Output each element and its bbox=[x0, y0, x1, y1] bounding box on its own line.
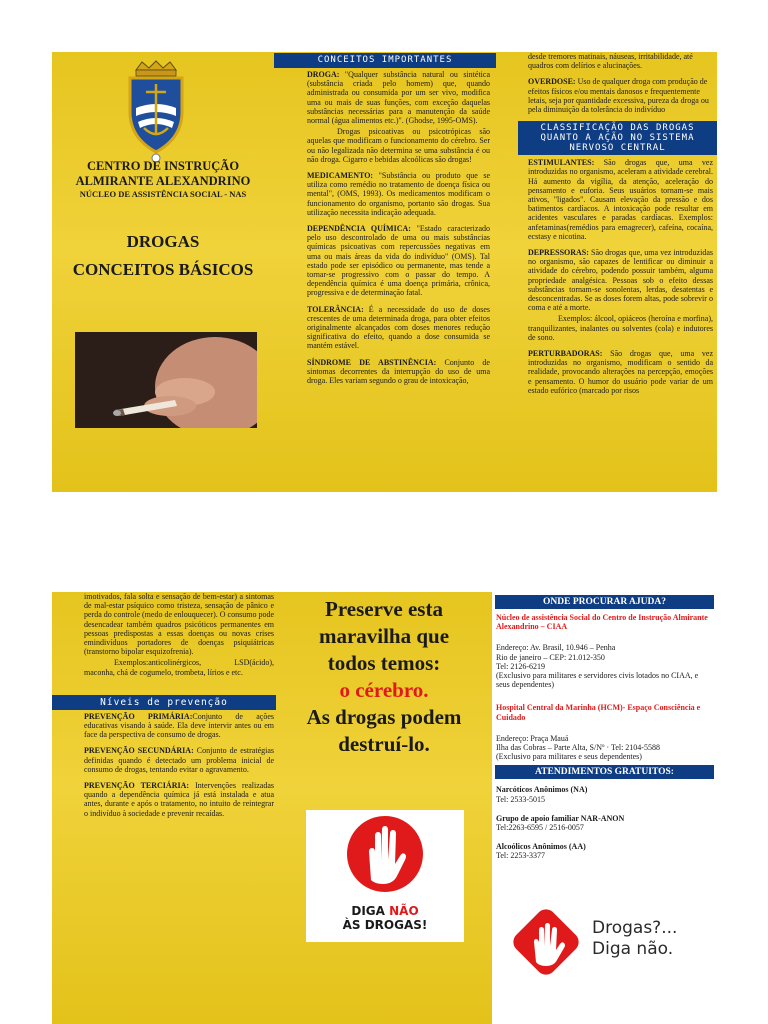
slogan bbox=[276, 596, 492, 758]
paragraph-primaria bbox=[84, 712, 274, 740]
term-sindrome: SÍNDROME DE ABSTINÊNCIA: bbox=[307, 357, 437, 367]
slogan-line-2: maravilha que bbox=[318, 624, 450, 648]
text-tolerancia: É a necessidade do uso de doses crescentes de uma determinada droga, para obter efeitos originalmente alcançados com doses menores redução significativa do efeito, quando a dose consumida se mantém estável. bbox=[307, 304, 490, 351]
ciaa-phone: Tel: 2126-6219 bbox=[496, 661, 545, 671]
text-terciaria: Intervenções realizadas quando a dependência química já está instalada e atua antes, durante e após o tratamento, no intuito de reintegrar o indivíduo à sociedade e prevenir recaídas. bbox=[84, 781, 274, 818]
org-subtitle: NÚCLEO DE ASSISTÊNCIA SOCIAL - NAS bbox=[79, 189, 247, 199]
diga-nao-line-1 bbox=[306, 904, 464, 918]
text-medicamento: "Substância ou produto que se utiliza como remédio no tratamento de doença física ou mental", (OMS, 1993). Os medicamentos modificam o funcionamento do organismo, portanto são drogas. Sua utilização necessita indicação adequada. bbox=[307, 171, 490, 217]
na-phone: Tel: 2533-5015 bbox=[496, 794, 545, 804]
slogan-line-6: destruí-lo. bbox=[338, 732, 430, 756]
paragraph-perturbadoras bbox=[528, 349, 713, 395]
paragraph-sindrome bbox=[307, 358, 490, 386]
concepts-body bbox=[274, 70, 496, 385]
term-perturbadoras: PERTURBADORAS: bbox=[528, 349, 603, 359]
text-sindrome: Conjunto de sintomas decorrentes da interrupção do uso de uma droga. Eles variam segundo o grau de intoxicação, bbox=[307, 357, 490, 386]
prevention-top bbox=[52, 592, 276, 677]
drogas-diga-nao-text bbox=[592, 918, 677, 960]
ciaa-name: Núcleo de assistência Social do Centro de Instrução Almirante Alexandrino – CIAA bbox=[496, 613, 708, 632]
classificacao-line-3: NERVOSO CENTRAL bbox=[569, 143, 666, 154]
term-medicamento: MEDICAMENTO: bbox=[307, 171, 374, 181]
paragraph-psicoativas: Drogas psicoativas ou psicotrópicas são aquelas que modificam o funcionamento do cérebro. Ser ou não legalizada não determina se uma substância é ou não droga. Cigarro e bebidas alcoólicas são drogas! bbox=[307, 127, 490, 164]
stop-hand-sign-icon bbox=[506, 902, 586, 982]
slogan-line-3: todos temos: bbox=[327, 651, 441, 675]
paragraph-droga bbox=[307, 70, 490, 125]
section-header-classificacao bbox=[518, 121, 717, 155]
ciaa-address-1: Endereço: Av. Brasil, 10.946 – Penha bbox=[496, 643, 616, 653]
prevention-body bbox=[52, 712, 276, 818]
paragraph-depressoras-examples: Exemplos: álcool, opiáceos (heroína e morfina), tranquilizantes, inalantes ou solventes (cola) e indutores de sono. bbox=[528, 314, 713, 342]
paragraph-depressoras bbox=[528, 248, 713, 312]
concepts-column bbox=[274, 52, 496, 492]
ciaa-note: (Exclusivo para militares e servidores civis lotados no CIAA, e seus dependentes) bbox=[496, 671, 699, 690]
paragraph-terciaria bbox=[84, 781, 274, 818]
paragraph-estimulantes bbox=[528, 158, 713, 241]
diga-nao-text bbox=[306, 904, 464, 932]
term-secundaria: PREVENÇÃO SECUNDÁRIA: bbox=[84, 746, 194, 756]
logo2-line-2: Diga não. bbox=[592, 939, 674, 959]
slogan-line-5: As drogas podem bbox=[306, 705, 462, 729]
hcm-address-1: Endereço: Praça Mauá bbox=[496, 733, 569, 743]
section-header-ajuda: ONDE PROCURAR AJUDA? bbox=[495, 595, 714, 609]
paragraph-perturbadoras-examples: Exemplos:anticolinérgicos, LSD(ácido), maconha, chá de cogumelo, trombeta, lírios e etc. bbox=[84, 658, 274, 677]
paragraph-medicamento bbox=[307, 171, 490, 217]
help-body bbox=[492, 609, 717, 761]
classification-body bbox=[496, 158, 717, 395]
slogan-red-line: o cérebro. bbox=[339, 678, 429, 702]
term-overdose: OVERDOSE: bbox=[528, 77, 576, 87]
smoking-hand-photo bbox=[75, 332, 257, 428]
paragraph-tolerancia bbox=[307, 305, 490, 351]
naranon-name: Grupo de apoio familiar NAR-ANON bbox=[496, 813, 625, 823]
term-primaria: PREVENÇÃO PRIMÁRIA: bbox=[84, 711, 193, 721]
section-header-prevencao: Níveis de prevenção bbox=[52, 695, 276, 710]
cover-column bbox=[52, 52, 274, 492]
diga-word: DIGA bbox=[351, 904, 385, 918]
cover-title bbox=[52, 228, 274, 284]
title-conceitos: CONCEITOS BÁSICOS bbox=[72, 260, 254, 279]
ciaa-address-2: Rio de janeiro – CEP: 21.012-350 bbox=[496, 652, 605, 662]
classificacao-line-2: QUANTO A AÇÃO NO SISTEMA bbox=[540, 133, 695, 144]
hcm-note: (Exclusivo para militares e seus dependentes) bbox=[496, 752, 642, 762]
text-overdose: Uso de qualquer droga com produção de efeitos físicos e/ou mentais danosos e frequentemente letais, seja por quantidade excessiva, pureza da droga ou pela diminuição da tolerância do indivíduo bbox=[528, 77, 709, 115]
hcm-address-2: Ilha das Cobras – Parte Alta, S/Nº · Tel: 2104-5588 bbox=[496, 743, 660, 753]
text-secundaria: Conjunto de estratégias definidas quando é detectado um problema inicial de consumo de drogas, tentando evitar o agravamento. bbox=[84, 746, 275, 774]
term-terciaria: PREVENÇÃO TERCIÁRIA: bbox=[84, 781, 190, 791]
term-estimulantes: ESTIMULANTES: bbox=[528, 158, 595, 168]
text-dependencia: "Estado caracterizado pelo uso descontrolado de uma ou mais substâncias químicas psicoativas com repercussões negativas em uma ou mais áreas da vida do indivíduo" (OMS). Tal estado pode ser episódico ou permanente, mas tende a tornar-se progressivo com o passar do tempo. A dependência química é uma doença primária, crônica, progressiva e de determinação fatal. bbox=[307, 224, 491, 298]
term-dependencia: DEPENDÊNCIA QUÍMICA: bbox=[307, 224, 411, 234]
classification-column bbox=[496, 52, 717, 492]
na-name: Narcóticos Anônimos (NA) bbox=[496, 785, 588, 795]
prevention-column bbox=[52, 592, 276, 1024]
slogan-line-1: Preserve esta bbox=[325, 597, 443, 621]
diga-nao-logo bbox=[306, 810, 464, 942]
text-perturbadoras: São drogas que, uma vez introduzidas no organismo, modificam o sentido da realidade, provocando alterações na percepção, emoções e pensamento. O humor do usuário pode variar de um estado eufórico (marcado por risos bbox=[528, 349, 713, 395]
free-services bbox=[492, 785, 717, 860]
naval-emblem-icon bbox=[122, 60, 190, 164]
nao-word: NÃO bbox=[389, 904, 419, 918]
logo2-line-1: Drogas?... bbox=[592, 918, 678, 938]
brochure-page-1 bbox=[52, 52, 717, 492]
title-drogas: DROGAS bbox=[126, 232, 200, 251]
paragraph-overdose bbox=[528, 77, 713, 114]
org-line-2: ALMIRANTE ALEXANDRINO bbox=[75, 174, 251, 188]
text-droga: "Qualquer substância natural ou sintética (substância criada pelo homem) que, quando administrada ou consumida por um ser vivo, modifica uma ou mais de suas funções, com exceção daquelas substâncias necessárias para a manutenção da saúde normal (água alimentos etc.)". (Ghodse, 1995-OMS). bbox=[307, 70, 490, 126]
org-line-1: CENTRO DE INSTRUÇÃO bbox=[86, 159, 240, 173]
section-header-conceitos: CONCEITOS IMPORTANTES bbox=[274, 53, 496, 68]
paragraph-secundaria bbox=[84, 746, 274, 774]
aa-phone: Tel: 2253-3377 bbox=[496, 851, 545, 861]
classificacao-line-1: CLASSIFICAÇÃO DAS DROGAS bbox=[540, 123, 695, 134]
help-column bbox=[492, 592, 717, 1024]
paragraph-abstinencia-cont: desde tremores matinais, náuseas, irritabilidade, até quadros com delírios e alucinações. bbox=[528, 52, 693, 71]
text-estimulantes: São drogas que, uma vez introduzidas no organismo, aceleram a atividade cerebral. Há aumento da vigília, da atenção, aceleração do pensamento e euforia. Seus usuários tornam-se mais ativos, "ligados". Causam elevação da pressão e dos batimentos cardíacos. A intoxicação pode resultar em acidentes vasculares e paradas cardíacas. Exemplos: anfetaminas(remédios para emagrecer), cafeína, cocaína, ecstasy e nicotina. bbox=[528, 158, 713, 241]
aa-name: Alcoólicos Anônimos (AA) bbox=[496, 842, 586, 852]
brochure-page-2 bbox=[52, 592, 717, 1024]
hcm-name: Hospital Central da Marinha (HCM)- Espaço Consciência e Cuidado bbox=[496, 703, 701, 722]
organization-name bbox=[52, 159, 274, 200]
stop-hand-icon bbox=[345, 814, 425, 894]
term-tolerancia: TOLERÂNCIA: bbox=[307, 304, 364, 314]
classification-top bbox=[496, 52, 717, 114]
naranon-phone: Tel:2263-6595 / 2516-0057 bbox=[496, 823, 584, 833]
paragraph-perturbadoras-cont: imotivados, fala solta e sensação de bem-estar) a sintomas de mal-estar psíquico como tristeza, sensação de pânico e perda do controle (medo de enlouquecer). O consumo pode desencadear também quadros psicóticos permanentes em pessoas predispostas a essas doenças ou novas crises emindivíduos portadores de doenças psiquiátricas (transtorno bipolar esquizofrenia). bbox=[84, 592, 274, 657]
term-droga: DROGA: bbox=[307, 70, 340, 79]
drogas-diga-nao-logo bbox=[506, 900, 706, 990]
slogan-column bbox=[276, 592, 492, 1024]
term-depressoras: DEPRESSORAS: bbox=[528, 248, 589, 258]
text-depressoras: São drogas que, uma vez introduzidas no organismo, são capazes de lentificar ou diminuir a atividade do cérebro, podendo possuir também, alguma propriedade analgésica. Pessoas sob o efeito dessas substâncias tornam-se sonolentas, lerdas, desatentas e desconcentradas. Se as doses forem altas, pode sobrevir o coma e até a morte. bbox=[528, 248, 713, 313]
text-primaria: Conjunto de ações educativas visando à saúde. Ela deve intervir antes ou em face da perspectiva de consumo de drogas. bbox=[84, 711, 274, 740]
diga-nao-line-2: ÀS DROGAS! bbox=[342, 918, 428, 932]
section-header-gratuitos: ATENDIMENTOS GRATUITOS: bbox=[495, 765, 714, 779]
paragraph-dependencia bbox=[307, 224, 490, 298]
